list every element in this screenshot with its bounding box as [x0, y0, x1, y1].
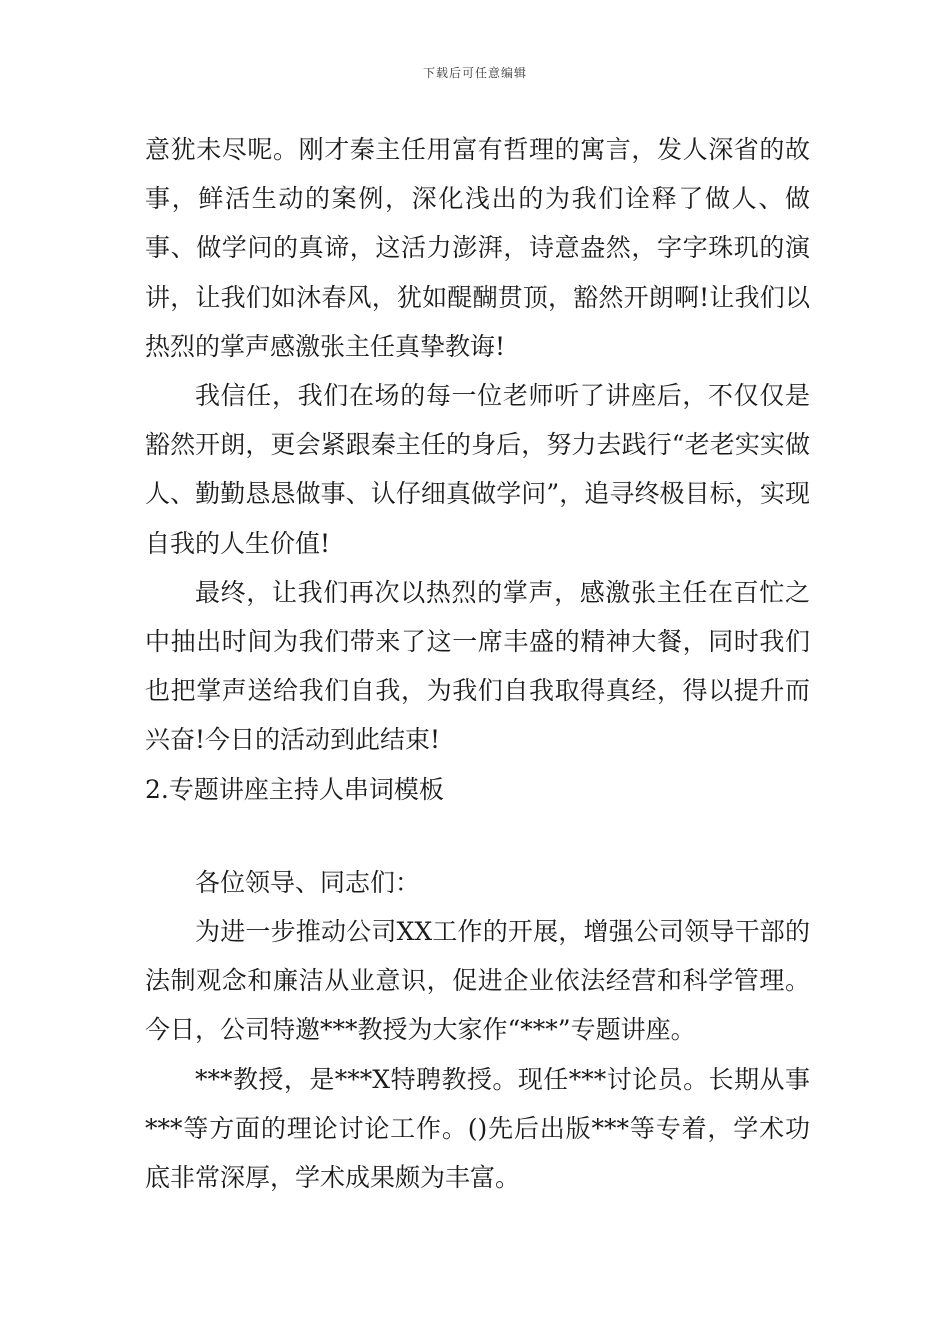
paragraph-introduction: 为进一步推动公司XX工作的开展，增强公司领导干部的法制观念和廉洁从业意识，促进企业依法经营和科学管理。今日，公司特邀***教授为大家作“***”专题讲座。 — [145, 917, 810, 1045]
document-body — [145, 125, 810, 1202]
page-header: 下载后可任意编辑 — [422, 66, 527, 80]
paragraph-closing: 最终，让我们再次以热烈的掌声，感激张主任在百忙之中抽出时间为我们带来了这一席丰盛的精神大餐，同时我们也把掌声送给我们自我，为我们自我取得真经，得以提升而兴奋!今日的活动到此结束! — [145, 577, 810, 755]
paragraph-salutation: 各位领导、同志们： — [195, 867, 421, 897]
section-heading: 2.专题讲座主持人串词模板 — [145, 774, 444, 804]
paragraph-continuation: 意犹未尽呢。刚才秦主任用富有哲理的寓言，发人深省的故事，鲜活生动的案例，深化浅出的为我们诠释了做人、做事、做学问的真谛，这活力澎湃，诗意盎然，字字珠玑的演讲，让我们如沐春风，犹如醍醐贯顶，豁然开朗啊!让我们以热烈的掌声感激张主任真挚教诲! — [145, 135, 810, 361]
paragraph-belief: 我信任，我们在场的每一位老师听了讲座后，不仅仅是豁然开朗，更会紧跟秦主任的身后，努力去践行“老老实实做人、勤勤恳恳做事、认仔细真做学问”，追寻终极目标，实现自我的人生价值! — [145, 381, 810, 558]
section-gap — [145, 814, 810, 858]
paragraph-speaker-bio: ***教授，是***X特聘教授。现任***讨论员。长期从事***等方面的理论讨论工作。()先后出版***等专着，学术功底非常深厚，学术成果颇为丰富。 — [145, 1064, 810, 1193]
